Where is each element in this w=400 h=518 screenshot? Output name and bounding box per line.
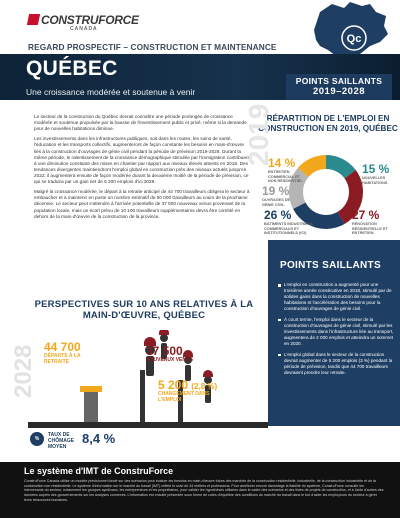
footer-title: Le système d'IMT de ConstruForce [24, 466, 174, 476]
donut-title: RÉPARTITION DE L'EMPLOI EN CONSTRUCTION EN 2019, QUÉBEC [258, 114, 398, 133]
donut-label-new-housing: 15 % NOUVELLES HABITATIONS [362, 162, 390, 185]
donut-label-ici: 26 % BÂTIMENTS INDUSTRIELS, COMMERCIAUX ET INSTITUTIONNELS (ICI) [264, 208, 314, 236]
percent-icon: % [30, 432, 44, 446]
list-item: L'emploi en construction a augmenté pour une troisième année consécutive en 2018, stimulé par de solides gains dans la construction de nouvelles habitations et l'accélération des besoins pour la construction d'ouvrages de génie civil. [278, 282, 394, 312]
newcomers-stat: 37 500 NOUVEAUX VENUS [146, 344, 193, 363]
perspectives-year-watermark: 2028 [10, 344, 37, 398]
construforce-logo [28, 13, 139, 35]
perspectives-title: PERSPECTIVES SUR 10 ANS RELATIVES À LA MAIN-D'ŒUVRE, QUÉBEC [34, 299, 254, 321]
unemployment-value: 8,4 % [82, 431, 116, 446]
report-kicker: REGARD PROSPECTIF – CONSTRUCTION ET MAINTENANCE [28, 42, 277, 52]
intro-text [34, 114, 252, 224]
list-item: L'emploi global dans le secteur de la construction devrait augmenter de 5 200 emplois (3 %) pendant la période de prévision, tandis que 44 700 travailleurs devraient prendre leur retraite. [278, 352, 394, 376]
logo-name: CONSTRUFORCE [41, 13, 139, 27]
highlights-label: POINTS SAILLANTS [295, 76, 383, 86]
highlights-title: POINTS SAILLANTS [280, 260, 381, 271]
intro-paragraph: Malgré la croissance modérée, le départ à la retraite anticipé de 44 700 travailleurs obligera le secteur à embaucher et à maintenir en poste un nombre estimatif de 50 000 travailleurs au cours de la prochaine décennie. Le secteur peut s'attendre à l'arrivée potentielle de 37 500 nouveaux venus provenant de la population locale, mais un écart prévu de 10 100 travailleurs supplémentaires devra être comblé en dehors de la main-d'œuvre de la construction de la province. [34, 189, 250, 219]
logo-mark-icon [27, 14, 40, 25]
retirements-stat: 44 700 DÉPARTS À LA RETRAITE [44, 340, 81, 365]
unemployment-label: TAUX DE CHÔMAGE MOYEN [48, 432, 75, 450]
highlights-list [278, 282, 394, 381]
page-title: QUÉBEC [26, 57, 118, 80]
donut-label-maintenance: 14 % ENTRETIEN COMMERCIAL ET NON RÉSIDENTIEL [268, 156, 303, 184]
footer-text: ConstruForce Canada utilise un modèle prévisionnel fondé sur des scénarios pour évaluer les besoins en main-d'œuvre futurs des marchés de la construction résidentielle, industrielle, de la construction industrielle et de la construction non résidentielle. Le système d'information sur le marché du travail (IMT) reflète le suivi de 34 métiers et professions. Pour améliorer encore davantage la fiabilité du système, ConstruForce consulte les intervenants du secteur, notamment les groupes syndicaux, les entrepreneurs et les propriétaires, pour valider les hypothèses utilisées dans le cadre des scénarios et des listes de projets de construction, et à l'aide d'autres des données auprès des gouvernements sur les analyses connexes. L'information est ensuite présentée sous forme de cotes d'équilibre des conditions du marché du travail dans le but d'aider les employeurs du secteur à gérer leurs ressources humaines. [24, 479, 384, 502]
page-subtitle: Une croissance modérée et soutenue à venir [26, 87, 196, 97]
intro-paragraph: Les investissements dans les infrastructures publiques, soit dans les routes, les soins de santé, l'éducation et les transports collectifs, augmenteront de façon constante les besoins en main-d'œuvre liés à la construction d'ouvrages de génie civil pendant la période de prévision 2019-2028. Durant la même période, le ralentissement de la croissance démographique stimulée par l'immigration contribuera à une diminution constante des mises en chantier par rapport aux niveaux élevés atteints en 2018. Des tendances divergentes maintiendront l'emploi global en construction près des niveaux actuels jusqu'en 2022; il augmentera ensuite de façon modérée durant la deuxième moitié de la période de prévision, ce qui se traduira par un gain net de 5 200 emplois d'ici 2028. [34, 136, 251, 185]
donut-year-watermark: 2019 [243, 103, 274, 166]
quebec-map-icon [300, 0, 390, 62]
intro-paragraph: Le secteur de la construction du Québec devrait connaître une période prolongée de croissance modérée et soutenue propulsée par la hausse de l'investissement public et privé, même si la demande pour de nouvelles habitations diminue. [34, 114, 247, 132]
logo-subtitle: CANADA [70, 26, 98, 32]
employment-change-stat: 5 200 (2,8 %) CHANGEMENT DANS L'EMPLOI [158, 378, 218, 403]
donut-label-renovation: 27 % RÉNOVATION RÉSIDENTIELLE ET ENTRETIEN [352, 208, 388, 236]
highlights-years: 2019–2028 [312, 86, 366, 97]
donut-label-civil: 19 % OUVRAGES DE GÉNIE CIVIL [262, 184, 291, 207]
map-badge: Qc [346, 33, 362, 45]
list-item: À court terme, l'emploi dans le secteur de la construction d'ouvrages de génie civil, stimulé par les investissements dans l'infrastructure liée au transport, augmentera de 2 000 emplois et atteindra un sommet en 2020. [278, 317, 394, 347]
highlights-period-badge [286, 74, 392, 100]
